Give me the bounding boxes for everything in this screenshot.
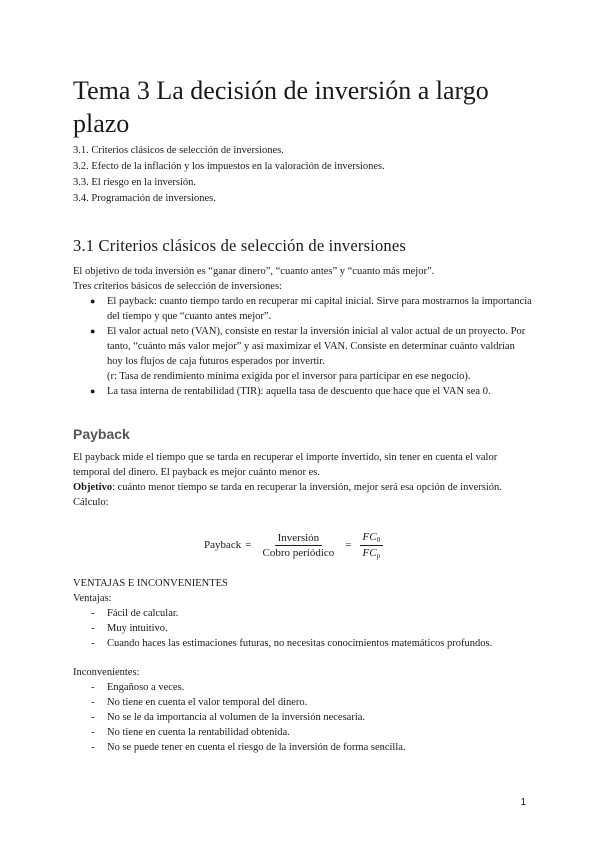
ventajas-heading: VENTAJAS E INCONVENIENTES — [73, 578, 228, 589]
toc-item: 3.1. Criterios clásicos de selección de inversiones. — [73, 145, 284, 156]
subsection-heading: Payback — [73, 426, 130, 442]
objetivo-text: : cuánto menor tiempo se tarda en recuperar la inversión, mejor será esa opción de inversión. — [112, 482, 502, 493]
list-item-text: No se le da importancia al volumen de la inversión necesaria. — [107, 712, 366, 723]
list-item-text: El payback: cuanto tiempo tardo en recuperar mi capital inicial. Sirve para mostrarnos la importancia del tiempo y que “cuanto antes mejor”. — [107, 296, 532, 322]
dash-icon: - — [91, 742, 95, 753]
list-item — [73, 710, 533, 725]
list-item-text: El valor actual neto (VAN), consiste en restar la inversión inicial al valor actual de un proyecto. Por tanto, “cuánto más valor mejor” y así maximizar el VAN. Consiste en determinar cuánto valdrían hoy los flujos de caja futuros esperados por invertir. — [107, 326, 526, 367]
toc-item: 3.2. Efecto de la inflación y los impuestos en la valoración de inversiones. — [73, 161, 385, 172]
ventajas-list — [73, 606, 533, 651]
dash-icon: - — [91, 712, 95, 723]
ventajas-label: Ventajas: — [73, 593, 112, 604]
toc-item: 3.4. Programación de inversiones. — [73, 193, 216, 204]
formula-symbol: FC — [362, 530, 377, 543]
dash-icon: - — [91, 727, 95, 738]
formula-denominator — [360, 546, 384, 560]
list-item-note: (r: Tasa de rendimiento mínima exigida por el inversor para participar en ese negocio). — [107, 371, 471, 382]
list-item — [73, 636, 533, 651]
toc-item: 3.3. El riesgo en la inversión. — [73, 177, 197, 188]
dash-icon: - — [91, 638, 95, 649]
formula-subscript: p — [376, 551, 381, 560]
list-item — [73, 384, 533, 399]
formula-equals: = — [345, 539, 352, 551]
formula-fraction — [259, 532, 337, 559]
list-item — [73, 324, 533, 384]
formula-symbol: FC — [362, 546, 377, 559]
page-number: 1 — [520, 797, 526, 808]
formula-equals: = — [245, 539, 252, 551]
calculo-label: Cálculo: — [73, 497, 109, 508]
list-item-text: Cuando haces las estimaciones futuras, no necesitas conocimientos matemáticos profundos. — [107, 638, 493, 649]
objetivo-paragraph — [73, 480, 533, 495]
list-item-text: La tasa interna de rentabilidad (TIR): aquella tasa de descuento que hace que el VAN sea 0. — [107, 386, 491, 397]
bullet-icon: ● — [90, 296, 96, 306]
list-item-text: Muy intuitivo. — [107, 623, 168, 634]
section-heading: 3.1 Criterios clásicos de selección de inversiones — [73, 236, 407, 255]
list-item — [73, 621, 533, 636]
bullet-icon: ● — [90, 326, 96, 336]
dash-icon: - — [91, 697, 95, 708]
dash-icon: - — [91, 623, 95, 634]
list-item — [73, 294, 533, 324]
payback-formula — [204, 528, 387, 562]
bullet-icon: ● — [90, 386, 96, 396]
ventajas-block — [73, 576, 533, 651]
list-item-text: No se puede tener en cuenta el riesgo de la inversión de forma sencilla. — [107, 742, 406, 753]
formula-subscript: 0 — [376, 535, 381, 544]
intro-paragraph: Tres criterios básicos de selección de inversiones: — [73, 281, 282, 292]
formula-fraction — [360, 531, 384, 560]
formula-numerator — [360, 531, 384, 546]
criteria-list — [73, 294, 533, 399]
document-title: Tema 3 La decisión de inversión a largo plazo — [73, 76, 489, 138]
inconvenientes-label: Inconvenientes: — [73, 667, 140, 678]
inconvenientes-list — [73, 680, 533, 755]
list-item — [73, 680, 533, 695]
section-body — [73, 264, 533, 399]
payback-body — [73, 450, 533, 510]
list-item-text: Fácil de calcular. — [107, 608, 179, 619]
dash-icon: - — [91, 682, 95, 693]
formula-lhs: Payback — [204, 539, 242, 551]
formula-numerator: Inversión — [275, 532, 323, 546]
list-item — [73, 725, 533, 740]
list-item-text: No tiene en cuenta la rentabilidad obtenida. — [107, 727, 290, 738]
list-item-text: Engañoso a veces. — [107, 682, 185, 693]
table-of-contents — [73, 143, 385, 207]
intro-paragraph: El objetivo de toda inversión es “ganar dinero”, “cuanto antes” y “cuanto más mejor”. — [73, 266, 435, 277]
formula-denominator: Cobro periódico — [262, 546, 335, 559]
dash-icon: - — [91, 608, 95, 619]
list-item-text: No tiene en cuenta el valor temporal del dinero. — [107, 697, 308, 708]
list-item — [73, 695, 533, 710]
inconvenientes-block — [73, 665, 533, 755]
list-item — [73, 740, 533, 755]
objetivo-label: Objetivo — [73, 482, 113, 493]
list-item — [73, 606, 533, 621]
payback-paragraph: El payback mide el tiempo que se tarda en recuperar el importe invertido, sin tener en cuenta el valor temporal del dinero. El payback es mejor cuánto menor es. — [73, 452, 498, 478]
